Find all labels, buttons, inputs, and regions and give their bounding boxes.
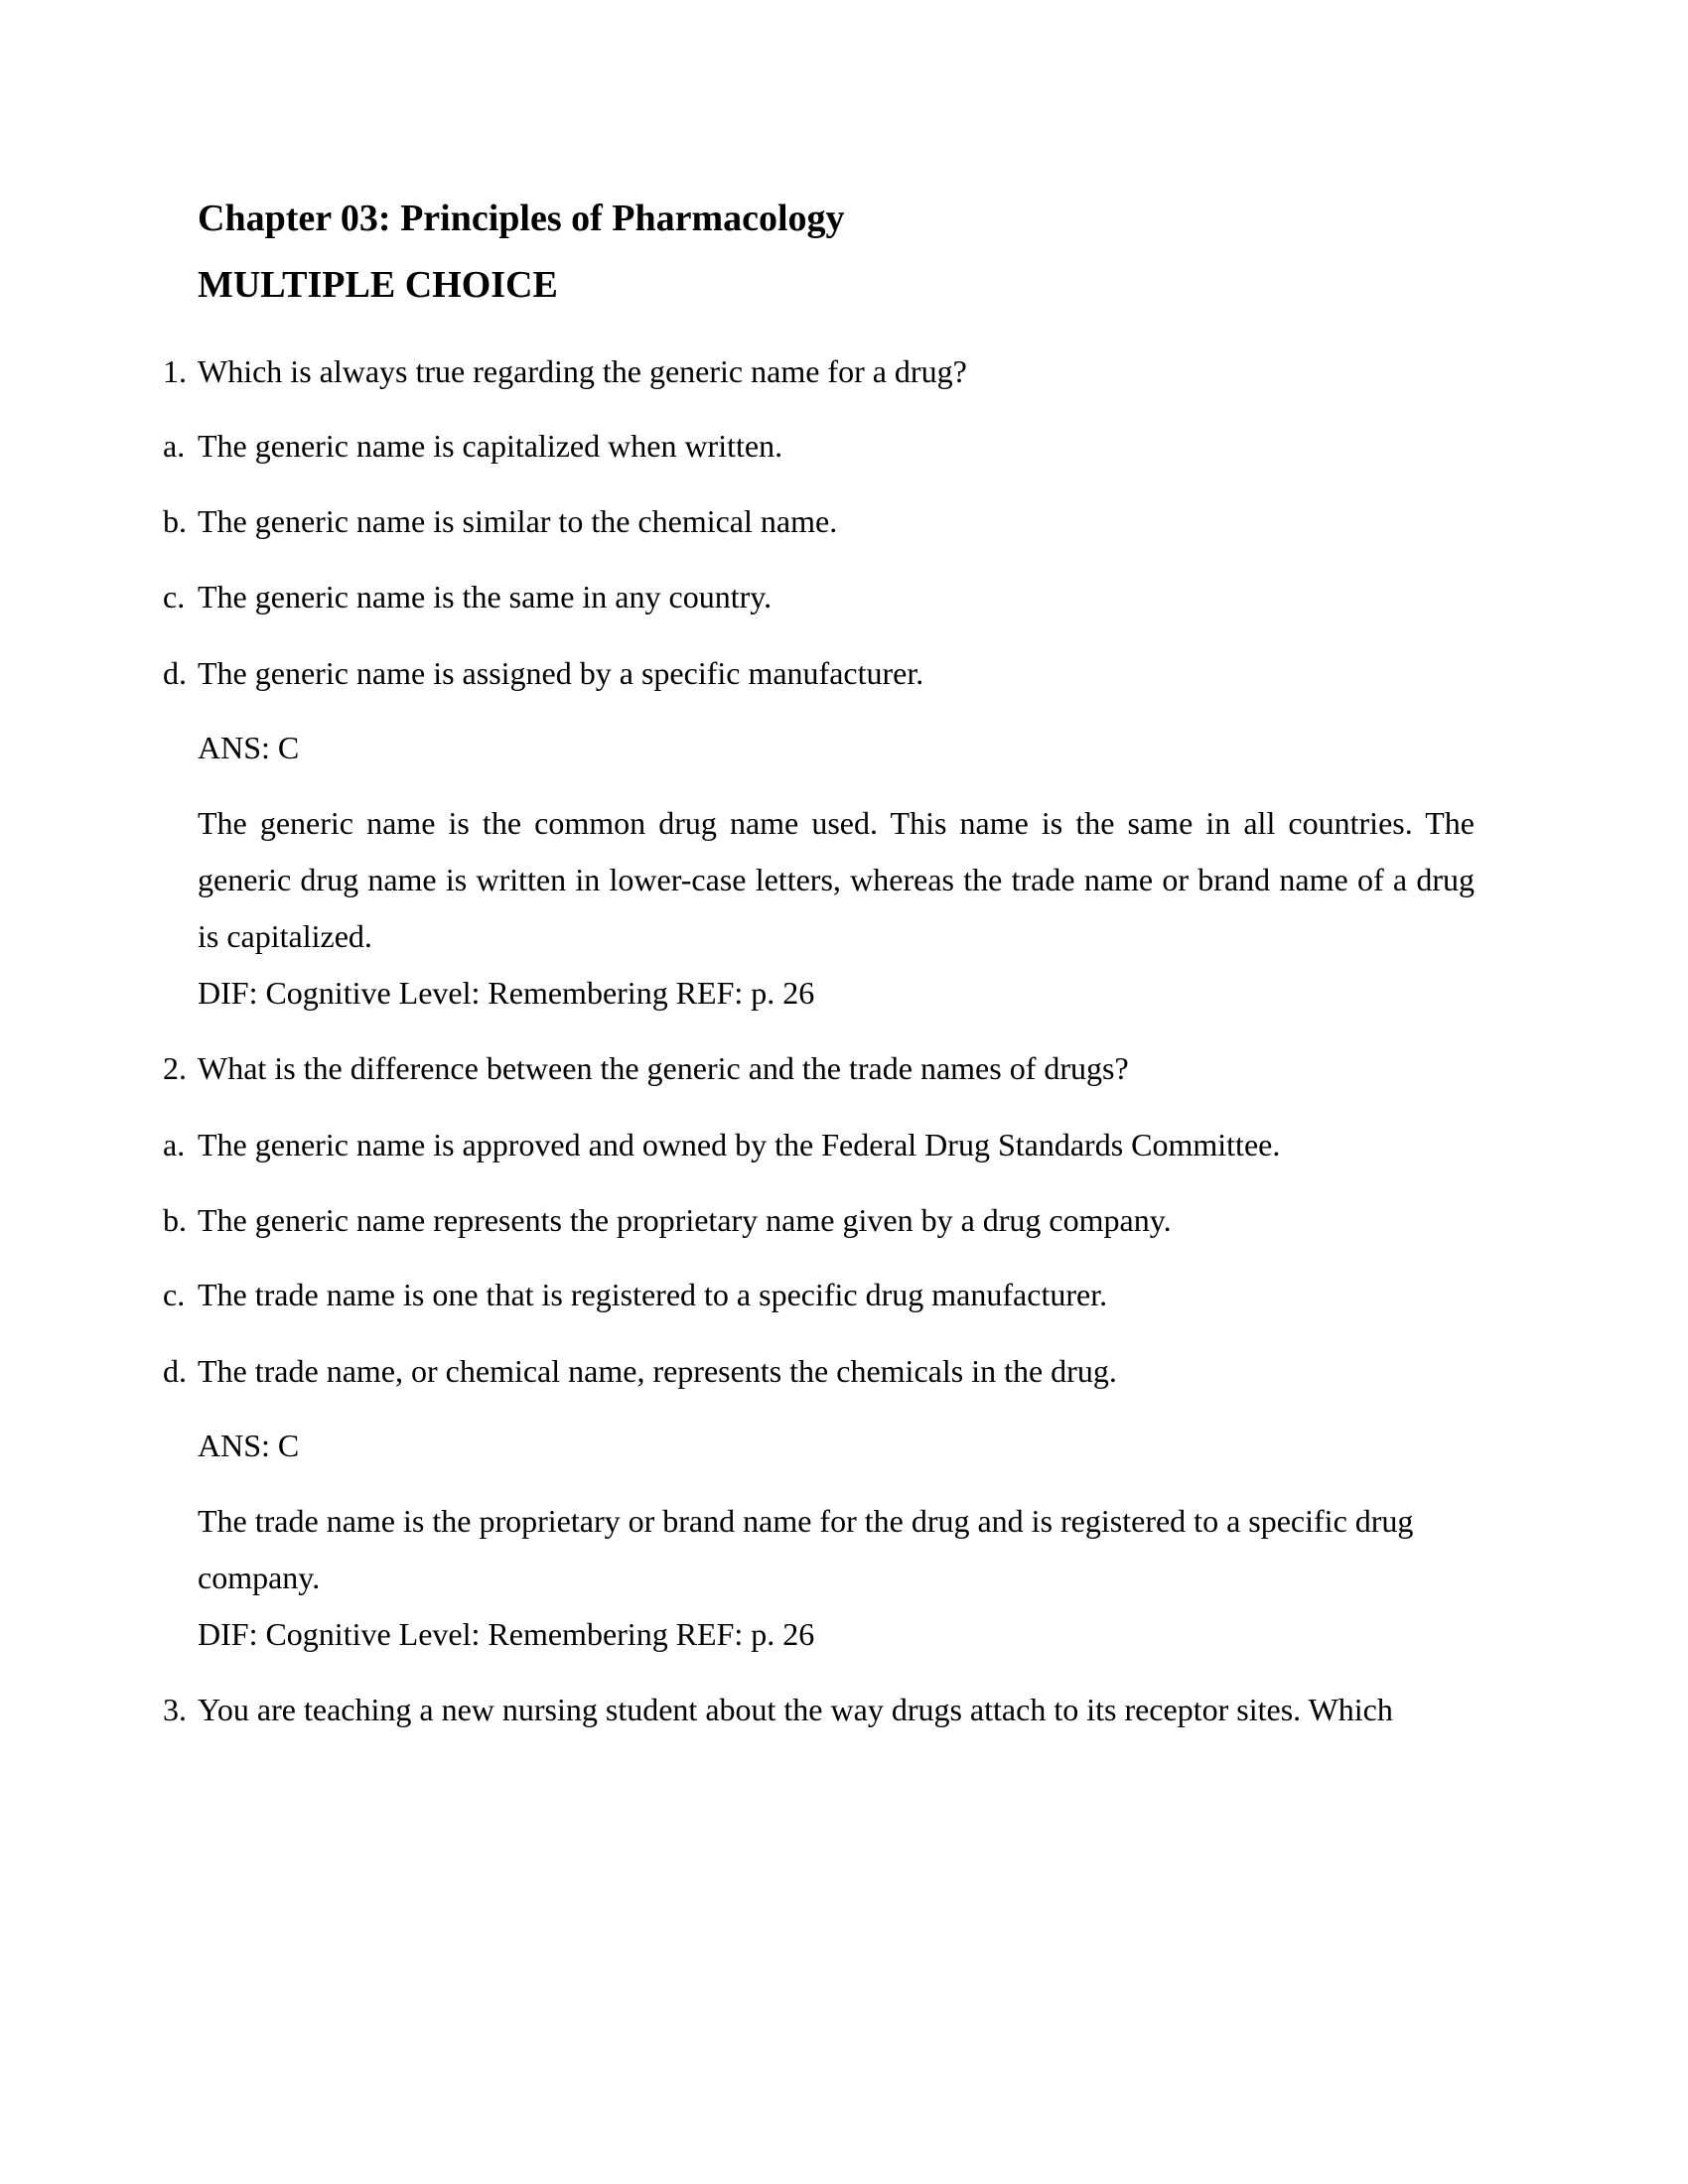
option-letter: b. <box>163 1202 187 1238</box>
section-heading: MULTIPLE CHOICE <box>198 264 558 306</box>
option-letter: b. <box>163 503 187 539</box>
option-text: The generic name is similar to the chemical name. <box>198 503 838 539</box>
question-stem: What is the difference between the generic and the trade names of drugs? <box>198 1050 1129 1086</box>
question-number: 1. <box>163 353 187 389</box>
option-letter: c. <box>163 1277 186 1312</box>
rationale-line: The generic name is the common drug name used. This name is the same in all countries. The <box>198 805 1475 841</box>
answer: ANS: C <box>198 730 300 765</box>
option-letter: c. <box>163 579 186 614</box>
rationale-line: generic drug name is written in lower-case letters, whereas the trade name or brand name of a drug <box>198 862 1475 897</box>
option-text: The generic name represents the proprietary name given by a drug company. <box>198 1202 1172 1238</box>
option-letter: d. <box>163 655 187 691</box>
option-text: The trade name is one that is registered to a specific drug manufacturer. <box>198 1277 1108 1312</box>
rationale-line: The trade name is the proprietary or brand name for the drug and is registered to a specific drug <box>198 1503 1414 1539</box>
question-meta: DIF: Cognitive Level: Remembering REF: p. 26 <box>198 975 815 1011</box>
option-text: The generic name is assigned by a specific manufacturer. <box>198 655 924 691</box>
question-stem: Which is always true regarding the generic name for a drug? <box>198 353 967 389</box>
rationale-line: is capitalized. <box>198 918 372 954</box>
question-meta: DIF: Cognitive Level: Remembering REF: p. 26 <box>198 1616 815 1652</box>
answer: ANS: C <box>198 1428 300 1463</box>
question-number: 2. <box>163 1050 187 1086</box>
option-text: The trade name, or chemical name, represents the chemicals in the drug. <box>198 1353 1117 1389</box>
question-number: 3. <box>163 1692 187 1727</box>
question-stem: You are teaching a new nursing student about the way drugs attach to its receptor sites. Which <box>198 1692 1393 1727</box>
option-text: The generic name is the same in any country. <box>198 579 773 614</box>
option-text: The generic name is capitalized when written. <box>198 428 783 464</box>
option-text: The generic name is approved and owned by the Federal Drug Standards Committee. <box>198 1127 1281 1162</box>
option-letter: d. <box>163 1353 187 1389</box>
rationale-line: company. <box>198 1560 321 1595</box>
chapter-title: Chapter 03: Principles of Pharmacology <box>198 198 845 239</box>
option-letter: a. <box>163 1127 186 1162</box>
option-letter: a. <box>163 428 186 464</box>
